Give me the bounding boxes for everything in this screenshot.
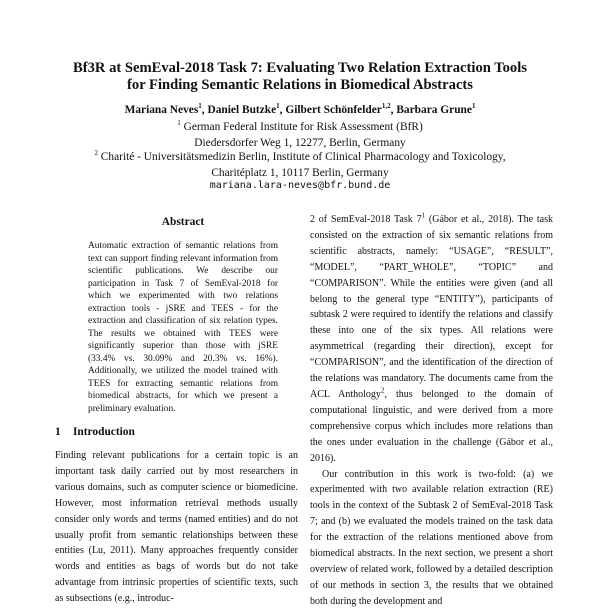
footnote-mark-1[interactable]: 1 <box>421 211 426 220</box>
abstract-body <box>88 240 278 415</box>
author-affiliation-mark: 1 <box>471 102 476 111</box>
author-email[interactable]: mariana.lara-neves@bfr.bund.de <box>209 180 391 191</box>
footnote-mark-2[interactable]: 2 <box>380 386 385 395</box>
right-paragraph-1 <box>310 212 553 467</box>
affiliation-1-address: Diedersdorfer Weg 1, 12277, Berlin, Germany <box>194 136 406 149</box>
affiliation-2 <box>40 150 560 181</box>
author-affiliation-mark: 1 <box>198 102 202 111</box>
affiliation-2-address: Charitéplatz 1, 10117 Berlin, Germany <box>211 166 389 179</box>
affiliation-1-mark: 1 <box>177 119 181 128</box>
right-paragraph-1-part-b: (Gábor et al., 2018). The task consisted on the extraction of six semantic relations from scientific abstracts, namely: “USAGE”, “RESULT”, “MODEL”, “PART_WHOLE”, “TOPIC” and “COMPARISON”. While the entities were given (and all belong to the general type “ENTITY”), participants of subtask 2 were required to identify the relations and classify these into one of the six types. All relations were asymmetrical (regarding their direction), except for “COMPARISON”, and the identification of the direction of the relations was mandatory. The documents came from the ACL Anthology <box>310 214 554 400</box>
affiliation-1 <box>40 120 560 151</box>
author-affiliation-mark: 1,2 <box>381 102 391 111</box>
author-name: Barbara Grune <box>396 104 472 116</box>
author-name: Gilbert Schönfelder <box>285 104 382 116</box>
abstract-text: Automatic extraction of semantic relations from text can support finding relevant information from scientific publications. We describe our participation in Task 7 of SemEval-2018 for which we experimented with two relations extraction tools - jSRE and TEES - for the extraction and classification of six relation types. The results we obtained with TEES were significantly superior than those with jSRE (33.4% vs. 30.09% and 20.3% vs. 16%). Additionally, we utilized the model trained with TEES for extracting semantic relations from biomedical abstracts, for which we present a preliminary evaluation. <box>88 241 278 414</box>
right-paragraph-2: Our contribution in this work is two-fold: (a) we experimented with two available relation extraction (RE) tools in the context of the Subtask 2 of SemEval-2018 Task 7; and (b) we evaluated the models trained on the task data for the extraction of the relations mentioned above from biomedical abstracts. In the next section, we present a short overview of related work, followed by a detailed description of our methods in section 3, the results that we obtained both during the development and <box>310 468 553 607</box>
paper-title <box>40 60 560 94</box>
right-paragraph-1-part-a: 2 of SemEval-2018 Task 7 <box>310 214 422 225</box>
author-name: Mariana Neves <box>124 104 199 116</box>
affiliation-2-mark: 2 <box>94 149 98 158</box>
author-name: Daniel Butzke <box>207 104 277 116</box>
author-list: Mariana Neves$^1$, Daniel Butzke$^1$, Gilbert Schönfelder$^{1,2}$, Barbara Grune$^1$ <box>124 102 476 116</box>
abstract-heading: Abstract <box>161 216 205 228</box>
affiliation-2-name: Charité - Universitätsmedizin Berlin, Institute of Clinical Pharmacology and Toxicology, <box>100 151 506 163</box>
section-heading-introduction <box>55 426 295 438</box>
section-number: 1 <box>55 426 61 438</box>
section-title: Introduction <box>73 426 135 438</box>
author-affiliation-mark: 1 <box>276 102 280 111</box>
affiliation-1-name: German Federal Institute for Risk Assessment (BfR) <box>183 121 423 133</box>
introduction-paragraph: Finding relevant publications for a certain topic is an important task daily carried out by most researchers in various domains, such as computer science or biomedicine. However, most information retrieval methods usually consider only words and terms (named entities) and do not usually profit from semantic relationships between these entities (Lu, 2011). Many approaches frequently consider words and entities as bags of words but do not take advantage from intrinsic properties of scientific texts, such as subsections (e.g., introduc- <box>55 450 298 605</box>
title-line-1: Bf3R at SemEval-2018 Task 7: Evaluating Two Relation Extraction Tools <box>73 60 527 76</box>
introduction-body <box>55 448 298 607</box>
title-line-2: for Finding Semantic Relations in Biomedical Abstracts <box>127 77 473 93</box>
right-paragraph-1-part-c: , thus belonged to the domain of computational linguistic, and were derived from a more comprehensive corpus which includes more relations than the ones under evaluation in the challenge (Gábor et al., 2016). <box>310 388 553 464</box>
right-column <box>310 212 553 610</box>
